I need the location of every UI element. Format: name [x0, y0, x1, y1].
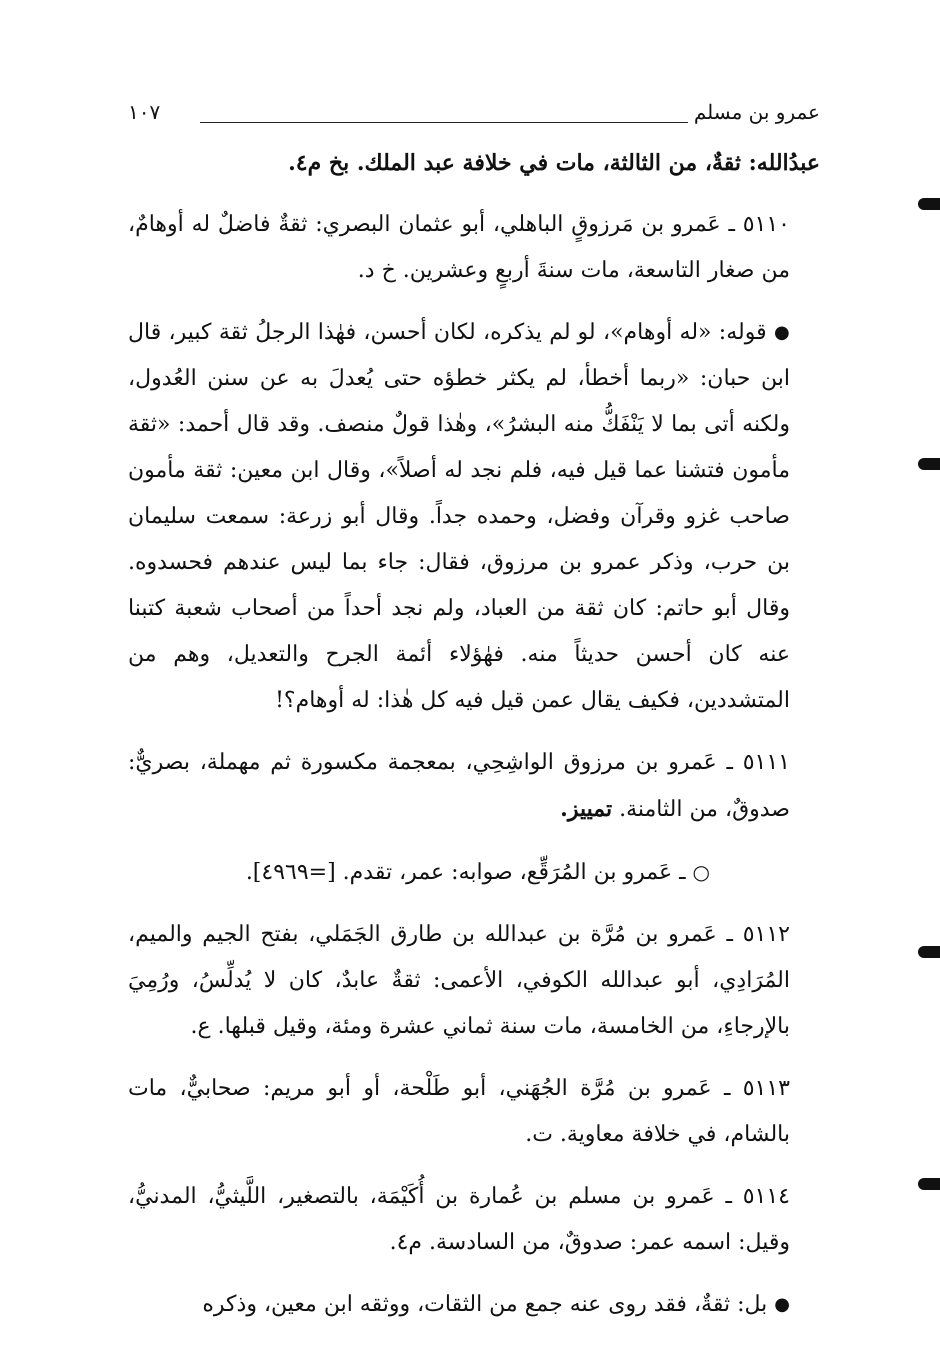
entry-continuation: عبدُالله: ثقةٌ، من الثالثة، مات في خلافة عبد الملك. بخ م٤.	[288, 150, 820, 176]
bullet-icon: ●	[773, 322, 790, 343]
sigla: بخ م٤.	[288, 150, 350, 176]
commentary-lead: قوله: «له أوهام»،	[602, 320, 767, 345]
entry-5111: ٥١١١ ـ عَمرو بن مرزوق الواشِحِي، بمعجمة مكسورة ثم مهملة، بصريٌّ: صدوقٌ، من الثامنة. تمييز.	[128, 750, 790, 822]
body-text	[128, 140, 820, 1328]
margin-tab-mark	[918, 458, 940, 470]
circle-icon: ○	[692, 860, 710, 884]
page-header	[128, 100, 820, 130]
header-rule	[200, 122, 688, 123]
page-number: ١٠٧	[128, 100, 161, 124]
cross-reference-entry: ○ ـ عَمرو بن المُرَقِّع، صوابه: عمر، تقدم. [=٤٩٦٩].	[245, 860, 710, 885]
commentary-5114: ● بل: ثقةٌ، فقد روى عنه جمع من الثقات، ووثقه ابن معين، وذكره	[202, 1292, 790, 1317]
entry-5110: ٥١١٠ ـ عَمرو بن مَرزوقٍ الباهلي، أبو عثمان البصري: ثقةٌ فاضلٌ له أوهامٌ، من صغار التاسعة، مات سنةَ أربعٍ وعشرين. خ د.	[128, 212, 790, 283]
margin-tab-mark	[918, 1178, 940, 1190]
entry-5112: ٥١١٢ ـ عَمرو بن مُرَّة بن عبدالله بن طارق الجَمَلي، بفتح الجيم والميم، المُرَادِي، أبو عبدالله الكوفي، الأعمى: ثقةٌ عابدٌ، كان لا يُدلِّسُ، ورُمِيَ بالإرجاءِ، من الخامسة، مات سنة ثماني عشرة ومئة، وقيل قبلها. ع.	[128, 922, 790, 1039]
margin-tab-mark	[918, 198, 940, 210]
bullet-icon: ●	[774, 1294, 790, 1315]
sigla: تمييز.	[560, 796, 613, 822]
margin-tab-mark	[918, 946, 940, 958]
commentary-5110: ● قوله: «له أوهام»، لو لم يذكره، لكان أحسن، فهٰذا الرجلُ ثقة كبير، قال ابن حبان: «ربما أخطأ، لم يكثر خطؤه حتى يُعدلَ به عن سنن العُدول، ولكنه أتى بما لا يَنْفَكُّ منه البشرُ»، وهٰذا قولٌ منصف. وقد قال أحمد: «ثقة مأمون فتشنا عما قيل فيه، فلم نجد له أصلاً»، وقال ابن معين: ثقة مأمون صاحب غزو وقرآن وفضل، وحمده جداً. وقال أبو زرعة: سمعت سليمان بن حرب، وذكر عمرو بن مرزوق، فقال: جاء بما ليس عندهم فحسدوه. وقال أبو حاتم: كان ثقة من العباد، ولم نجد أحداً من أصحاب شعبة كتبنا عنه كان أحسن حديثاً منه. فهٰؤلاء أئمة الجرح والتعديل، وهم من المتشددين، فكيف يقال عمن قيل فيه كل هٰذا: له أوهام؟!	[128, 320, 790, 713]
commentary-lead: بل: ثقةٌ،	[693, 1292, 768, 1317]
running-title: عمرو بن مسلم	[693, 100, 820, 124]
entry-5114: ٥١١٤ ـ عَمرو بن مسلم بن عُمارة بن أُكَيْمَة، بالتصغير، اللَّيثيُّ، المدنيُّ، وقيل: اسمه عمر: صدوقٌ، من السادسة. م٤.	[128, 1184, 790, 1255]
entry-5113: ٥١١٣ ـ عَمرو بن مُرَّة الجُهَني، أبو طَلْحة، أو أبو مريم: صحابيٌّ، مات بالشام، في خلافة معاوية. ت.	[128, 1076, 790, 1147]
